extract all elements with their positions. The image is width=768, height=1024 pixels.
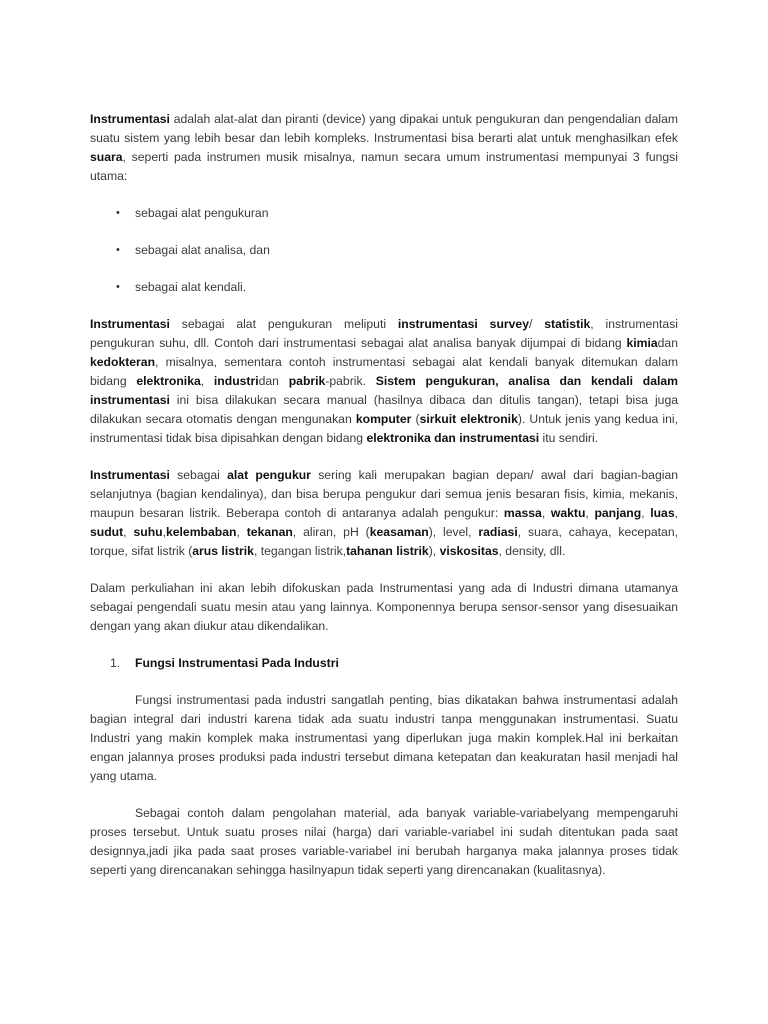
list-item xyxy=(90,204,678,223)
text-run: dan xyxy=(657,336,678,350)
text-run: , aliran, pH ( xyxy=(292,525,370,539)
text-run: , xyxy=(541,506,551,520)
bold-term: sudut xyxy=(90,525,124,539)
text-run: sebagai alat pengukuran meliputi xyxy=(169,317,398,331)
text-run: , xyxy=(641,506,651,520)
text-run: -pabrik. xyxy=(325,374,376,388)
intro-paragraph xyxy=(90,110,678,186)
bold-term: elektronika xyxy=(136,374,201,388)
function-list xyxy=(90,204,678,297)
text-run: , suara, cahaya, kecepatan, torque, sifat listrik ( xyxy=(90,525,678,558)
text-run: , xyxy=(162,525,166,539)
text-run: , misalnya, sementara contoh instrumentasi sebagai alat kendali banyak ditemukan dalam bidang xyxy=(90,355,678,388)
bold-term: elektronika dan instrumentasi xyxy=(366,431,540,445)
bullet-icon: • xyxy=(116,244,120,256)
term-suara: suara xyxy=(90,150,123,164)
text-run: , xyxy=(200,374,214,388)
bold-term: kedokteran xyxy=(90,355,156,369)
bold-term: panjang xyxy=(594,506,642,520)
bold-term: tahanan listrik xyxy=(346,544,429,558)
list-item xyxy=(90,241,678,260)
list-item-text: sebagai alat analisa, dan xyxy=(135,243,270,257)
measurement-paragraph xyxy=(90,315,678,448)
bold-term: pabrik xyxy=(288,374,326,388)
text-run: itu sendiri. xyxy=(539,431,599,445)
text-run: ini bisa dilakukan secara manual (hasilnya dibaca dan ditulis tangan), tetapi bisa juga dilakukan secara otomatis dengan mengunakan xyxy=(90,393,678,426)
term-instrumentasi: Instrumentasi xyxy=(90,112,170,126)
text-run: sebagai xyxy=(169,468,228,482)
bold-term: suhu xyxy=(133,525,163,539)
text-run: , tegangan listrik, xyxy=(253,544,347,558)
text-run: , xyxy=(585,506,595,520)
text-run: , density, dll. xyxy=(498,544,566,558)
text-run: / xyxy=(528,317,545,331)
course-focus-paragraph: Dalam perkuliahan ini akan lebih difokuskan pada Instrumentasi yang ada di Industri dimana utamanya sebagai pengendali suatu mesin atau yang lainnya. Komponennya berupa sensor-sensor yang disesuaikan dengan yang akan diukur atau dikendalikan. xyxy=(90,581,678,633)
text-run: ( xyxy=(411,412,420,426)
bold-term: arus listrik xyxy=(192,544,254,558)
text-run: ), xyxy=(428,544,440,558)
bold-term: Instrumentasi xyxy=(90,468,170,482)
measuring-tool-paragraph xyxy=(90,466,678,561)
bold-term: industri xyxy=(213,374,259,388)
bold-term: alat pengukur xyxy=(227,468,311,482)
section-title: Fungsi Instrumentasi Pada Industri xyxy=(135,656,339,670)
section-number: 1. xyxy=(110,656,121,670)
text-run: ). Untuk jenis yang kedua ini, instrumentasi tidak bisa dipisahkan dengan bidang xyxy=(90,412,678,445)
bold-term: keasaman xyxy=(369,525,429,539)
bold-term: komputer xyxy=(355,412,412,426)
bullet-icon: • xyxy=(116,207,120,219)
text-run: , seperti pada instrumen musik misalnya, namun secara umum instrumentasi mempunyai 3 fungsi utama: xyxy=(90,150,678,183)
text-run: sering kali merupakan bagian depan/ awal dari bagian-bagian selanjutnya (bagian kendalinya), dan bisa berupa pengukur dari semua jenis besaran fisis, kimia, mekanis, maupun besaran listrik. Beberapa contoh di antaranya adalah pengukur: xyxy=(90,468,678,520)
bold-term: radiasi xyxy=(478,525,518,539)
text-run: dan xyxy=(258,374,289,388)
text-run: adalah alat-alat dan piranti (device) yang dipakai untuk pengukuran dan pengendalian dalam suatu sistem yang lebih besar dan lebih kompleks. Instrumentasi bisa berarti alat untuk menghasilkan efek xyxy=(90,112,678,145)
list-item-text: sebagai alat pengukuran xyxy=(135,206,269,220)
process-example-paragraph: Sebagai contoh dalam pengolahan material, ada banyak variable-variabelyang mempengaruhi proses tersebut. Untuk suatu proses nilai (harga) dari variable-variabel ini sudah ditentukan pada saat designnya,jadi jika pada saat proses variable-variabel ini berubah harganya maka jalannya proses tidak seperti yang direncanakan sehingga hasilnyapun tidak seperti yang direncanakan (kualitasnya). xyxy=(90,806,678,877)
text-run: , instrumentasi pengukuran suhu, dll. Contoh dari instrumentasi sebagai alat analisa banyak dijumpai di bidang xyxy=(90,317,679,350)
text-run: , xyxy=(674,506,678,520)
bold-term: viskositas xyxy=(439,544,499,558)
bold-term: luas xyxy=(650,506,675,520)
bold-term: massa xyxy=(503,506,542,520)
bullet-icon: • xyxy=(116,281,120,293)
industry-function-paragraph: Fungsi instrumentasi pada industri sangatlah penting, bias dikatakan bahwa instrumentasi adalah bagian integral dari industri karena tidak ada suatu industri tanpa menggunakan instrumentasi. Suatu Industri yang makin komplek maka instrumentasi yang diperlukan juga makin komplek.Hal ini berkaitan engan jalannya proses produksi pada industri tersebut dimana ketepatan dan keakuratan hasil menjadi hal yang utama. xyxy=(90,693,678,783)
bold-term: instrumentasi survey xyxy=(397,317,529,331)
text-run: , xyxy=(123,525,134,539)
bold-term: tekanan xyxy=(246,525,293,539)
list-item xyxy=(90,278,678,297)
bold-term: Instrumentasi xyxy=(90,317,170,331)
bold-term: sirkuit elektronik xyxy=(419,412,518,426)
bold-term: Sistem pengukuran, analisa dan kendali dalam instrumentasi xyxy=(90,374,678,407)
bold-term: waktu xyxy=(550,506,586,520)
text-run: , xyxy=(236,525,247,539)
bold-term: kelembaban xyxy=(165,525,237,539)
text-run: ), level, xyxy=(428,525,479,539)
section-heading xyxy=(90,654,678,673)
list-item-text: sebagai alat kendali. xyxy=(135,280,247,294)
bold-term: kimia xyxy=(626,336,658,350)
bold-term: statistik xyxy=(544,317,591,331)
